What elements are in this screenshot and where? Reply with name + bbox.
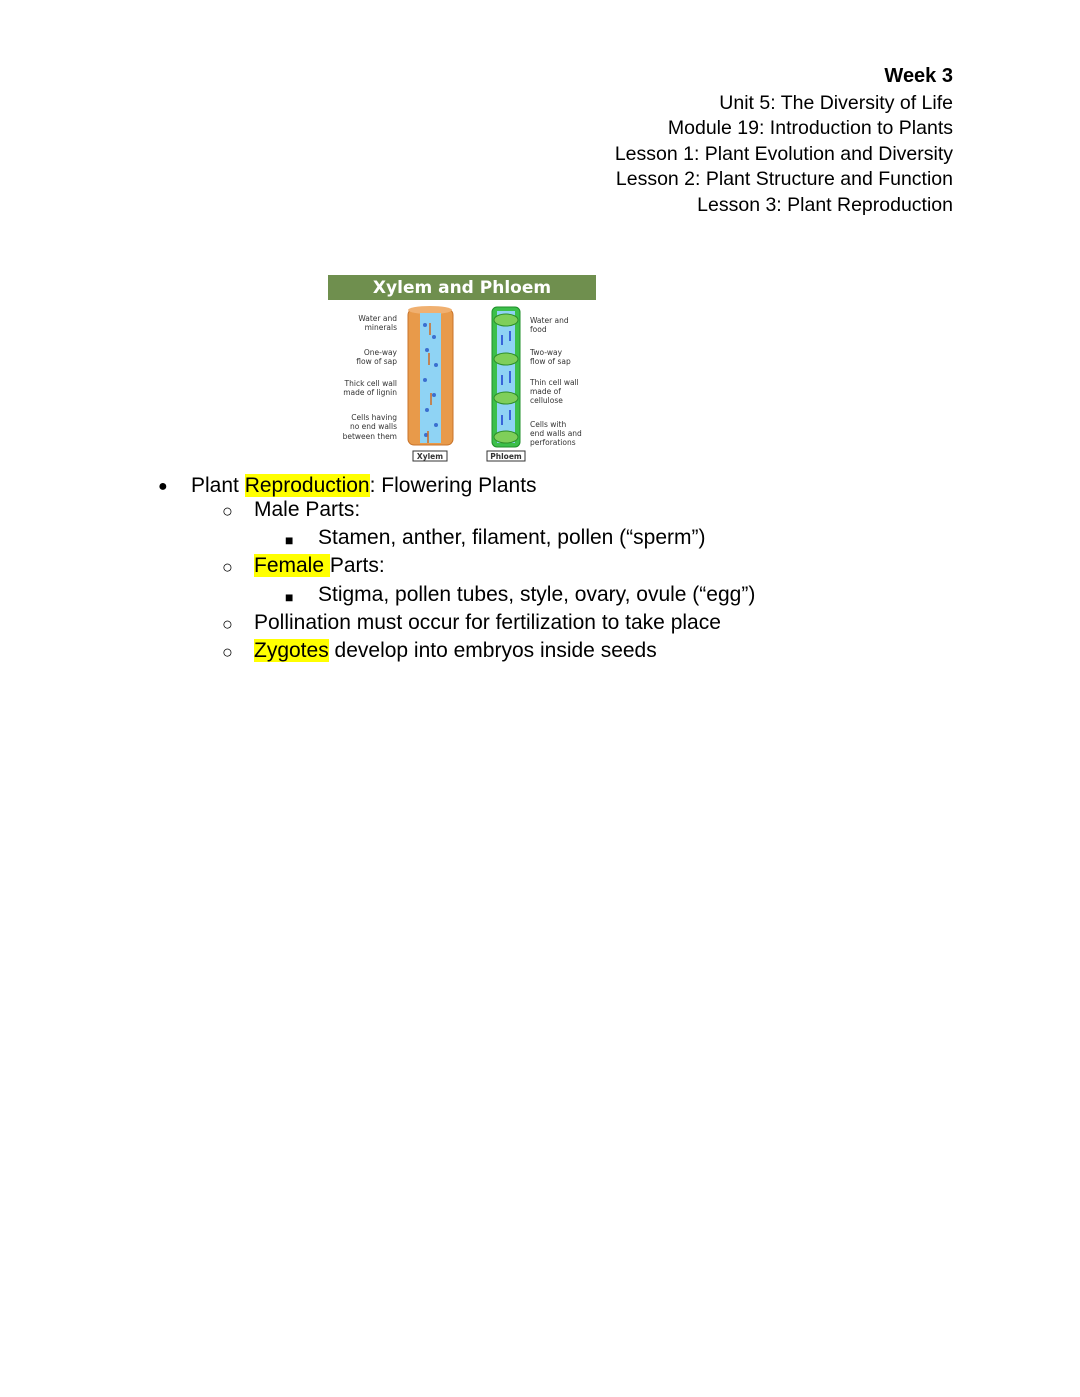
phloem-label: made of: [530, 387, 561, 396]
phloem-label: food: [530, 325, 547, 334]
phloem-label: Cells with: [530, 420, 567, 429]
xylem-phloem-diagram: [328, 275, 596, 471]
phloem-label: cellulose: [530, 396, 563, 405]
bullet-circle-icon: ○: [222, 614, 233, 634]
bullet-disc-icon: ●: [158, 478, 168, 495]
phloem-label: perforations: [530, 438, 576, 447]
male-parts-items: Stamen, anther, filament, pollen (“sperm”): [318, 526, 706, 549]
pollination-note: Pollination must occur for fertilization to take place: [254, 611, 721, 634]
phloem-label: flow of sap: [530, 357, 571, 366]
male-parts: Male Parts:: [254, 498, 361, 521]
week-title: Week 3: [884, 65, 953, 87]
xylem-label: Water and: [358, 314, 397, 323]
module-line: Module 19: Introduction to Plants: [667, 117, 953, 139]
phloem-label: end walls and: [530, 429, 582, 438]
phloem-sap: [497, 311, 515, 443]
xylem-label: Cells having: [351, 413, 397, 422]
xylem-label: between them: [342, 432, 397, 441]
bullet-circle-icon: ○: [222, 642, 233, 662]
xylem-label: minerals: [364, 323, 397, 332]
female-parts-items: Stigma, pollen tubes, style, ovary, ovule (“egg”): [318, 583, 756, 606]
xylem-label: no end walls: [349, 422, 397, 431]
xylem-label: Thick cell wall: [344, 379, 397, 388]
lesson-1-line: Lesson 1: Plant Evolution and Diversity: [614, 143, 953, 165]
lesson-3-line: Lesson 3: Plant Reproduction: [697, 194, 953, 216]
phloem-caption: Phloem: [490, 452, 522, 461]
bullet-square-icon: ■: [285, 589, 294, 605]
unit-line: Unit 5: The Diversity of Life: [719, 92, 953, 114]
xylem-label: made of lignin: [343, 388, 397, 397]
xylem-label: flow of sap: [356, 357, 397, 366]
phloem-label: Thin cell wall: [530, 378, 579, 387]
xylem-label: One-way: [363, 348, 397, 357]
bullet-plant-reproduction: Plant Reproduction: Flowering Plants: [191, 474, 537, 497]
zygotes-note: Zygotes develop into embryos inside seeds: [254, 639, 657, 662]
phloem-label: Water and: [530, 316, 569, 325]
diagram-title: Xylem and Phloem: [372, 278, 552, 298]
bullet-circle-icon: ○: [222, 501, 233, 521]
female-parts: Female Parts:: [254, 554, 385, 577]
xylem-caption: Xylem: [416, 452, 444, 461]
bullet-square-icon: ■: [285, 532, 294, 548]
bullet-circle-icon: ○: [222, 557, 233, 577]
phloem-label: Two-way: [530, 348, 563, 357]
lesson-2-line: Lesson 2: Plant Structure and Function: [615, 168, 953, 190]
